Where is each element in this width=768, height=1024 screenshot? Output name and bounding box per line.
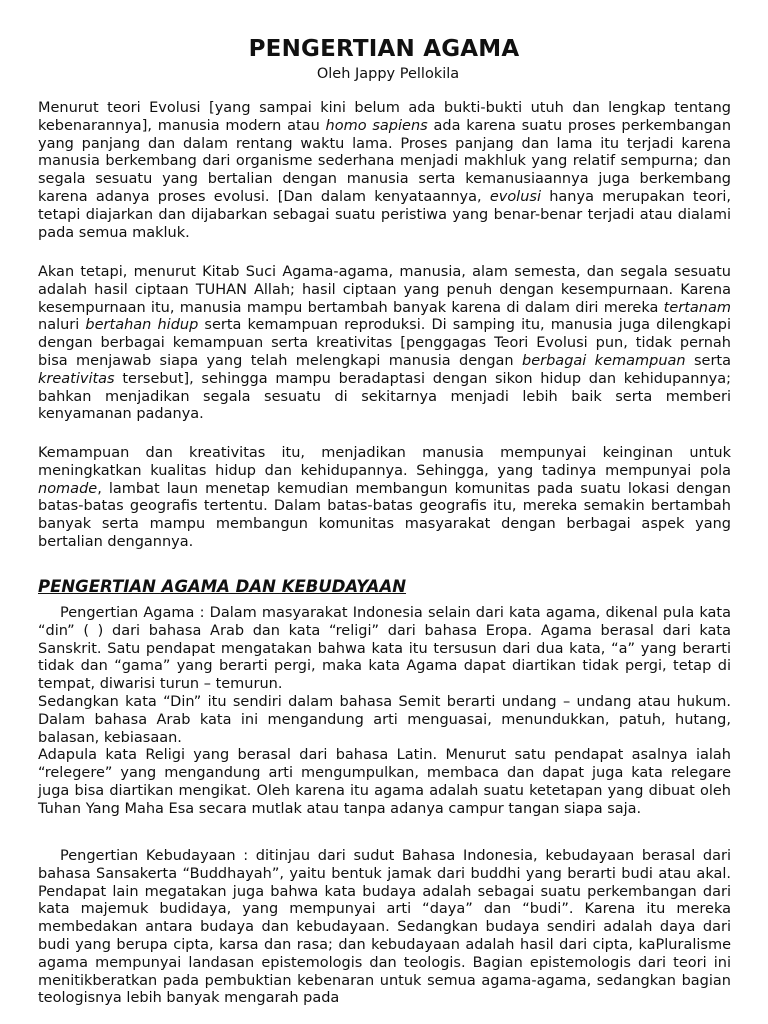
- din-paragraph: Sedangkan kata “Din” itu sendiri dalam bahasa Semit berarti undang – undang atau hukum. Dalam bahasa Arab kata ini mengandung arti menguasai, menundukkan, patuh, hutang, balasan, kebiasaan.: [38, 693, 731, 746]
- section-kebudayaan-block: [38, 848, 731, 1008]
- intro-paragraph-1: Menurut teori Evolusi [yang sampai kini belum ada bukti-bukti utuh dan lengkap tentang kebenarannya], manusia modern atau homo sapiens ada karena suatu proses perkembangan yang panjang dan dalam rentang waktu lama. Proses panjang dan lama itu terjadi karena manusia berkembang dari organisme sederhana menjadi makhluk yang relatif sempurna; dan segala sesuatu yang bertalian dengan manusia serta kemanusiaannya juga berkembang karena adanya proses evolusi. [Dan dalam kenyataannya, evolusi hanya merupakan teori, tetapi diajarkan dan dijabarkan sebagai suatu peristiwa yang benar-benar terjadi atau dialami pada semua makluk.: [38, 100, 732, 241]
- intro-paragraph-3: Kemampuan dan kreativitas itu, menjadikan manusia mempunyai keinginan untuk meningkatkan kualitas hidup dan kehidupannya. Sehingga, yang tadinya mempunyai pola nomade, lambat laun menetap kemudian membangun komunitas pada suatu lokasi dengan batas-batas geografis tertentu. Dalam batas-batas geografis itu, mereka semakin bertambah banyak serta mampu membangun komunitas masyarakat dengan berbagai aspek yang bertalian dengannya.: [38, 445, 731, 550]
- author-line: Oleh Jappy Pellokila: [316, 66, 460, 82]
- religi-paragraph: Adapula kata Religi yang berasal dari bahasa Latin. Menurut satu pendapat asalnya ialah “relegere” yang mengandung arti mengumpulkan, membaca dan dapat juga kata relegare juga bisa diartikan mengikat. Oleh karena itu agama adalah suatu ketetapan yang dibuat oleh Tuhan Yang Maha Esa secara mutlak atau tanpa adanya campur tangan siapa saja.: [38, 747, 731, 817]
- agama-paragraph: Pengertian Agama : Dalam masyarakat Indonesia selain dari kata agama, dikenal pula kata “din” ( ) dari bahasa Arab dan kata “religi” dari bahasa Eropa. Agama berasal dari kata Sanskrit. Satu pendapat mengatakan bahwa kata itu tersusun dari dua kata, “a” yang berarti tidak dan “gama” yang berarti pergi, maka kata Agama dapat diartikan tidak pergi, tetap di tempat, diwarisi turun – temurun.: [38, 605, 731, 693]
- section-heading: PENGERTIAN AGAMA DAN KEBUDAYAAN: [38, 577, 407, 596]
- page-title: PENGERTIAN AGAMA: [248, 36, 520, 62]
- kebudayaan-paragraph: Pengertian Kebudayaan : ditinjau dari sudut Bahasa Indonesia, kebudayaan berasal dari bahasa Sansakerta “Buddhayah”, yaitu bentuk jamak dari buddhi yang berarti budi atau akal. Pendapat lain megatakan juga bahwa kata budaya adalah sebagai suatu perkembangan dari kata majemuk budidaya, yang mempunyai arti “daya” dan “budi”. Karena itu mereka membedakan antara budaya dan kebudayaan. Sedangkan budaya sendiri adalah daya dari budi yang berupa cipta, karsa dan rasa; dan kebudayaan adalah hasil dari cipta, kaPluralisme agama mempunyai landasan epistemologis dan teologis. Bagian epistemologis dari teori ini menitikberatkan pada pembuktian kebenaran untuk semua agama-agama, sedangkan bagian teologisnya lebih banyak mengarah pada: [38, 848, 731, 1007]
- intro-paragraph-2: Akan tetapi, menurut Kitab Suci Agama-agama, manusia, alam semesta, dan segala sesuatu adalah hasil ciptaan TUHAN Allah; hasil ciptaan yang penuh dengan kesempurnaan. Karena kesempurnaan itu, manusia mampu bertambah banyak karena di dalam diri mereka tertanam naluri bertahan hidup serta kemampuan reproduksi. Di samping itu, manusia juga dilengkapi dengan berbagai kemampuan serta kreativitas [penggagas Teori Evolusi pun, tidak pernah bisa menjawab siapa yang telah melengkapi manusia dengan berbagai kemampuan serta kreativitas tersebut], sehingga mampu beradaptasi dengan sikon hidup dan kehidupannya; bahkan menjadikan segala sesuatu di sekitarnya menjadi lebih baik serta memberi kenyamanan padanya.: [38, 264, 731, 423]
- section-agama-block: [38, 605, 731, 819]
